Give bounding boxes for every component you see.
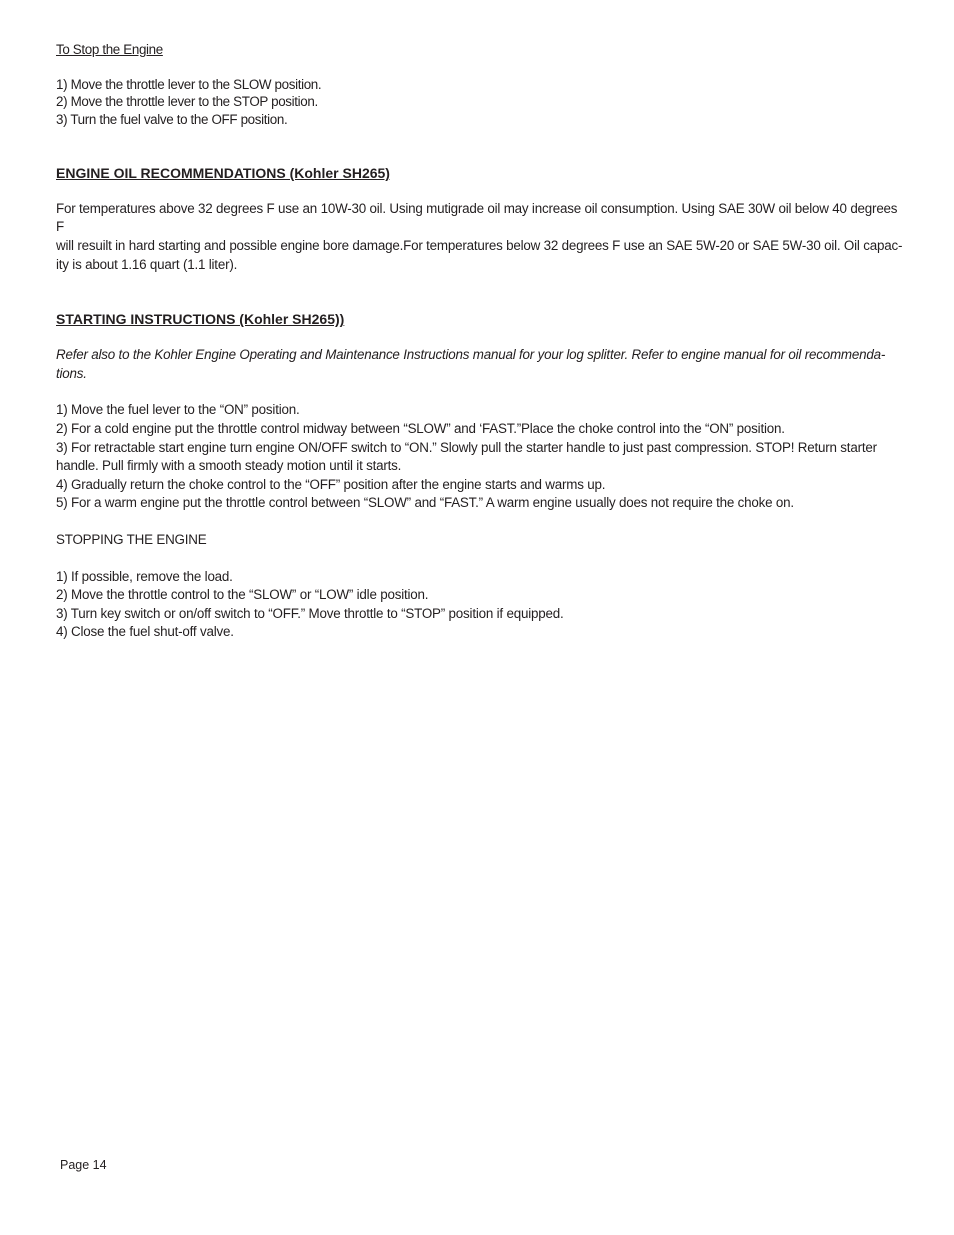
starting-step-4: 4) Gradually return the choke control to the “OFF” position after the engine starts and warms up.	[56, 476, 606, 492]
stopping-step-2: 2) Move the throttle control to the “SLOW” or “LOW” idle position.	[56, 587, 429, 603]
stopping-step-1: 1) If possible, remove the load.	[56, 568, 233, 584]
starting-step-3-cont: handle. Pull firmly with a smooth steady motion until it starts.	[56, 458, 402, 474]
oil-paragraph-line-2: will resuilt in hard starting and possible engine bore damage.For temperatures below 32 degrees F use an SAE 5W-20 or SAE 5W-30 oil. Oil capac-	[56, 238, 903, 253]
stopping-step-4: 4) Close the fuel shut-off valve.	[56, 624, 234, 640]
starting-step-5: 5) For a warm engine put the throttle control between “SLOW” and “FAST.” A warm engine usually does not require the choke on.	[56, 495, 794, 511]
document-page	[56, 41, 906, 642]
starting-step-3: 3) For retractable start engine turn engine ON/OFF switch to “ON.” Slowly pull the starter handle to just past compression. STOP! Return starter	[56, 439, 877, 455]
stop-step-3: 3) Turn the fuel valve to the OFF position.	[56, 111, 288, 127]
stopping-step-3: 3) Turn key switch or on/off switch to “OFF.” Move throttle to “STOP” position if equipped.	[56, 605, 564, 621]
starting-note-line-2: tions.	[56, 365, 87, 381]
oil-paragraph-line-3: ity is about 1.16 quart (1.1 liter).	[56, 256, 238, 272]
starting-instructions-heading: STARTING INSTRUCTIONS (Kohler SH265))	[56, 311, 345, 328]
starting-step-1: 1) Move the fuel lever to the “ON” position.	[56, 402, 300, 418]
stop-step-1: 1) Move the throttle lever to the SLOW position.	[56, 77, 322, 93]
starting-note-line-1: Refer also to the Kohler Engine Operating and Maintenance Instructions manual for your log splitter. Refer to engine manual for oil recommenda-	[56, 347, 886, 363]
oil-recommendations-heading: ENGINE OIL RECOMMENDATIONS (Kohler SH265)	[56, 164, 390, 181]
stop-step-2: 2) Move the throttle lever to the STOP position.	[56, 94, 318, 110]
page-number: Page 14	[60, 1158, 107, 1172]
stop-engine-title: To Stop the Engine	[56, 42, 163, 57]
oil-paragraph-line-1: For temperatures above 32 degrees F use an 10W-30 oil. Using mutigrade oil may increase oil consumption. Using SAE 30W oil below 40 degrees F	[56, 200, 898, 235]
stopping-engine-title: STOPPING THE ENGINE	[56, 531, 207, 547]
starting-step-2: 2) For a cold engine put the throttle control midway between “SLOW” and ‘FAST.”Place the choke control into the “ON” position.	[56, 420, 785, 436]
